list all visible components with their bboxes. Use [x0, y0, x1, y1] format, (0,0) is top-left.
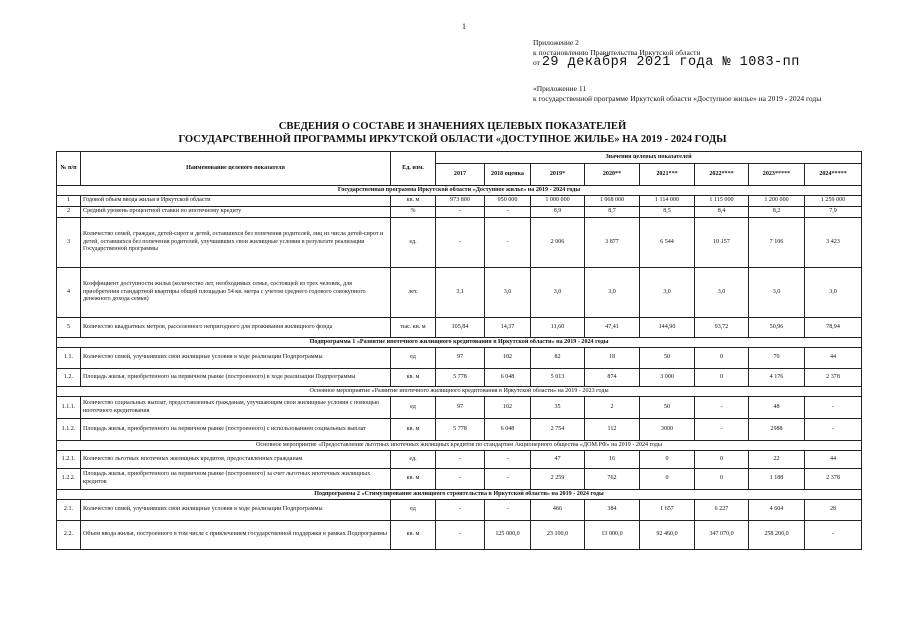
value-cell: - — [485, 500, 531, 521]
value-cell: 50 — [640, 397, 695, 419]
unit-cell: лет. — [391, 268, 436, 318]
value-cell: 6 048 — [485, 369, 531, 387]
value-cell: 874 — [585, 369, 640, 387]
indicator-name: Годовой объем ввода жилья в Иркутской области — [81, 196, 391, 207]
value-cell: 4 176 — [749, 369, 805, 387]
value-cell: 48 — [749, 397, 805, 419]
section-heading — [57, 338, 862, 348]
decree-date — [533, 55, 800, 70]
value-cell: 78,94 — [805, 318, 862, 338]
value-cell: - — [485, 469, 531, 490]
date-prefix: от — [533, 58, 540, 67]
value-cell: 1 188 — [749, 469, 805, 490]
table-row — [57, 500, 862, 521]
header-num: № п/п — [57, 152, 81, 186]
row-number: 1.2. — [57, 369, 81, 387]
section-heading — [57, 186, 862, 196]
value-cell: - — [805, 397, 862, 419]
unit-cell: кв. м — [391, 369, 436, 387]
unit-cell: ед. — [391, 451, 436, 469]
value-cell: 1 259 000 — [805, 196, 862, 207]
value-cell: 1 068 000 — [585, 196, 640, 207]
value-cell: - — [805, 521, 862, 550]
value-cell: 92 460,0 — [640, 521, 695, 550]
value-cell: - — [485, 207, 531, 218]
row-number: 1.1.1. — [57, 397, 81, 419]
value-cell: 82 — [531, 348, 585, 369]
row-number: 3 — [57, 218, 81, 268]
section-title: Основное мероприятие «Предоставление льготных ипотечных жилищных кредитов по стандартам Акционерного общества «ДОМ.РФ» на 2019 - 2024 годы — [57, 441, 862, 451]
unit-cell: % — [391, 207, 436, 218]
header-unit: Ед. изм. — [391, 152, 436, 186]
value-cell: 258 200,0 — [749, 521, 805, 550]
value-cell: 18 — [585, 348, 640, 369]
value-cell: 105,84 — [436, 318, 485, 338]
table-row — [57, 348, 862, 369]
value-cell: - — [436, 500, 485, 521]
row-number: 4 — [57, 268, 81, 318]
value-cell: - — [436, 451, 485, 469]
value-cell: 3,0 — [749, 268, 805, 318]
table-row — [57, 521, 862, 550]
section-title: Основное мероприятие «Развитие ипотечного жилищного кредитования в Иркутской области» на 2019 - 2023 годы — [57, 387, 862, 397]
value-cell: 35 — [531, 397, 585, 419]
value-cell: 28 — [805, 500, 862, 521]
header-year: 2019* — [531, 164, 585, 186]
unit-cell: кв. м — [391, 469, 436, 490]
page-number: 1 — [462, 22, 466, 31]
value-cell: 6 544 — [640, 218, 695, 268]
appendix-line1: Приложение 2 — [533, 38, 579, 47]
value-cell: 3000 — [640, 419, 695, 441]
value-cell: 44 — [805, 348, 862, 369]
value-cell: 0 — [695, 369, 749, 387]
value-cell: 3,0 — [805, 268, 862, 318]
value-cell: 70 — [749, 348, 805, 369]
section-heading — [57, 387, 862, 397]
value-cell: 16 — [585, 451, 640, 469]
table-row — [57, 369, 862, 387]
indicator-name: Коэффициент доступности жилья (количество лет, необходимых семье, состоящей из трех человек, для приобретения стандартной квартиры общей площадью 54 кв. метра с учетом среднего годового совокупного денежного дохода семьи) — [81, 268, 391, 318]
value-cell: 2 259 — [531, 469, 585, 490]
header-year: 2017 — [436, 164, 485, 186]
decree-date-handwritten: 29 декабря 2021 года № 1083-пп — [541, 55, 800, 70]
value-cell: 8,5 — [640, 207, 695, 218]
row-number: 5 — [57, 318, 81, 338]
value-cell: 347 070,0 — [695, 521, 749, 550]
unit-cell: кв. м — [391, 419, 436, 441]
table-row — [57, 451, 862, 469]
value-cell: 0 — [640, 469, 695, 490]
header-year: 2021*** — [640, 164, 695, 186]
row-number: 2.2. — [57, 521, 81, 550]
value-cell: 3,0 — [485, 268, 531, 318]
value-cell: 2 — [585, 397, 640, 419]
table-row — [57, 207, 862, 218]
value-cell: 10 157 — [695, 218, 749, 268]
table-row — [57, 397, 862, 419]
value-cell: 762 — [585, 469, 640, 490]
value-cell: 125 000,0 — [485, 521, 531, 550]
value-cell: 3,0 — [695, 268, 749, 318]
value-cell: - — [695, 419, 749, 441]
value-cell: 0 — [640, 451, 695, 469]
header-year: 2018 оценка — [485, 164, 531, 186]
indicator-name: Количество льготных ипотечных жилищных кредитов, предоставленных гражданам — [81, 451, 391, 469]
value-cell: 2988 — [749, 419, 805, 441]
indicator-name: Площадь жилья, приобретенного на первичном рынке (построенного) в ходе реализации Подпрограммы — [81, 369, 391, 387]
value-cell: - — [695, 397, 749, 419]
header-name: Наименование целевого показателя — [81, 152, 391, 186]
value-cell: 1 114 000 — [640, 196, 695, 207]
indicator-name: Количество квадратных метров, расселенного непригодного для проживания жилищного фонда — [81, 318, 391, 338]
value-cell: 3,1 — [436, 268, 485, 318]
appendix11-line1: «Приложение 11 — [533, 84, 587, 93]
value-cell: - — [436, 218, 485, 268]
appendix-line2: к постановлению Правительства Иркутской области — [533, 48, 701, 57]
unit-cell: ед — [391, 397, 436, 419]
value-cell: 2 378 — [805, 369, 862, 387]
title-line1: СВЕДЕНИЯ О СОСТАВЕ И ЗНАЧЕНИЯХ ЦЕЛЕВЫХ ПОКАЗАТЕЛЕЙ — [278, 121, 627, 132]
unit-cell: ед — [391, 500, 436, 521]
value-cell: 50,96 — [749, 318, 805, 338]
unit-cell: кв. м — [391, 521, 436, 550]
value-cell: 8,9 — [531, 207, 585, 218]
value-cell: 2 754 — [531, 419, 585, 441]
appendix11-line2: к государственной программе Иркутской области «Доступное жилье» на 2019 - 2024 годы — [533, 94, 822, 103]
value-cell: 950 000 — [485, 196, 531, 207]
value-cell: 50 — [640, 348, 695, 369]
value-cell: - — [436, 521, 485, 550]
value-cell: 144,90 — [640, 318, 695, 338]
value-cell: 93,72 — [695, 318, 749, 338]
value-cell: 0 — [695, 469, 749, 490]
value-cell: 11,60 — [531, 318, 585, 338]
title-line2: ГОСУДАРСТВЕННОЙ ПРОГРАММЫ ИРКУТСКОЙ ОБЛАСТИ «ДОСТУПНОЕ ЖИЛЬЕ» НА 2019 - 2024 ГОДЫ — [178, 134, 727, 145]
row-number: 2 — [57, 207, 81, 218]
value-cell: 23 100,0 — [531, 521, 585, 550]
value-cell: 47 — [531, 451, 585, 469]
row-number: 1.1. — [57, 348, 81, 369]
value-cell: 0 — [695, 451, 749, 469]
value-cell: 3 877 — [585, 218, 640, 268]
value-cell: 13 000,0 — [585, 521, 640, 550]
value-cell: 7 106 — [749, 218, 805, 268]
header-year: 2024***** — [805, 164, 862, 186]
value-cell: 14,37 — [485, 318, 531, 338]
row-number: 2.1. — [57, 500, 81, 521]
value-cell: 3,0 — [640, 268, 695, 318]
value-cell: 1 000 000 — [531, 196, 585, 207]
value-cell: 8,4 — [695, 207, 749, 218]
indicator-name: Количество социальных выплат, предоставленных гражданам, улучшающим свои жилищные условия с помощью ипотечного кредитования — [81, 397, 391, 419]
value-cell: 3,0 — [585, 268, 640, 318]
value-cell: 5 778 — [436, 369, 485, 387]
indicator-name: Средний уровень процентной ставки по ипотечному кредиту — [81, 207, 391, 218]
row-number: 1.2.2. — [57, 469, 81, 490]
value-cell: 2 006 — [531, 218, 585, 268]
value-cell: - — [485, 218, 531, 268]
indicator-name: Площадь жилья, приобретенного на первичном рынке (построенного) за счет льготных ипотечных жилищных кредитов — [81, 469, 391, 490]
indicator-name: Объем ввода жилья, построенного в том числе с привлечением государственной поддержки в рамках Подпрограммы — [81, 521, 391, 550]
indicator-name: Количество семей, улучшивших свои жилищные условия в ходе реализации Подпрограммы — [81, 348, 391, 369]
value-cell: - — [485, 451, 531, 469]
value-cell: 3 423 — [805, 218, 862, 268]
table-row — [57, 419, 862, 441]
section-heading — [57, 441, 862, 451]
section-title: Подпрограмма 1 «Развитие ипотечного жилищного кредитования в Иркутской области» на 2019 - 2024 годы — [57, 338, 862, 348]
table-row — [57, 218, 862, 268]
indicators-table — [56, 151, 862, 550]
table-row — [57, 268, 862, 318]
value-cell: 97 — [436, 348, 485, 369]
value-cell: 0 — [695, 348, 749, 369]
value-cell: 1 657 — [640, 500, 695, 521]
value-cell: 112 — [585, 419, 640, 441]
value-cell: 2 378 — [805, 469, 862, 490]
unit-cell: тыс. кв. м — [391, 318, 436, 338]
value-cell: 973 800 — [436, 196, 485, 207]
section-title: Подпрограмма 2 «Стимулирование жилищного строительства в Иркутской области» на 2019 - 2024 годы — [57, 490, 862, 500]
value-cell: - — [805, 419, 862, 441]
indicator-name: Площадь жилья, приобретенного на первичном рынке (построенного) с использованием социальных выплат — [81, 419, 391, 441]
value-cell: 8,2 — [749, 207, 805, 218]
value-cell: 7,9 — [805, 207, 862, 218]
value-cell: 8,7 — [585, 207, 640, 218]
appendix-header — [533, 38, 800, 68]
section-heading — [57, 490, 862, 500]
value-cell: 466 — [531, 500, 585, 521]
table-row — [57, 196, 862, 207]
table-row — [57, 318, 862, 338]
header-values: Значения целевых показателей — [436, 152, 862, 164]
value-cell: 97 — [436, 397, 485, 419]
unit-cell: кв. м — [391, 196, 436, 207]
value-cell: 5 778 — [436, 419, 485, 441]
value-cell: 22 — [749, 451, 805, 469]
row-number: 1.1.2. — [57, 419, 81, 441]
unit-cell: ед — [391, 348, 436, 369]
unit-cell: ед. — [391, 218, 436, 268]
value-cell: 3 000 — [640, 369, 695, 387]
row-number: 1.2.1. — [57, 451, 81, 469]
value-cell: 5 013 — [531, 369, 585, 387]
value-cell: 4 604 — [749, 500, 805, 521]
value-cell: 6 227 — [695, 500, 749, 521]
value-cell: 44 — [805, 451, 862, 469]
document-title — [0, 120, 905, 146]
header-year: 2020** — [585, 164, 640, 186]
table-row — [57, 469, 862, 490]
value-cell: 6 048 — [485, 419, 531, 441]
value-cell: 1 115 000 — [695, 196, 749, 207]
value-cell: 47,41 — [585, 318, 640, 338]
appendix11-header — [533, 84, 868, 104]
value-cell: - — [436, 207, 485, 218]
value-cell: 384 — [585, 500, 640, 521]
section-title: Государственная программа Иркутской области «Доступное жилье» на 2019 - 2024 годы — [57, 186, 862, 196]
row-number: 1 — [57, 196, 81, 207]
header-year: 2022**** — [695, 164, 749, 186]
value-cell: 3,0 — [531, 268, 585, 318]
value-cell: 1 200 000 — [749, 196, 805, 207]
value-cell: 102 — [485, 397, 531, 419]
value-cell: 102 — [485, 348, 531, 369]
value-cell: - — [436, 469, 485, 490]
header-year: 2023***** — [749, 164, 805, 186]
indicator-name: Количество семей, граждан, детей-сирот и детей, оставшихся без попечения родителей, лиц из числа детей-сирот и детей, оставшихся без попечения родителей, улучшивших свои жилищные условия в результате реализации Государственной программы — [81, 218, 391, 268]
indicator-name: Количество семей, улучшивших свои жилищные условия в ходе реализации Подпрограммы — [81, 500, 391, 521]
